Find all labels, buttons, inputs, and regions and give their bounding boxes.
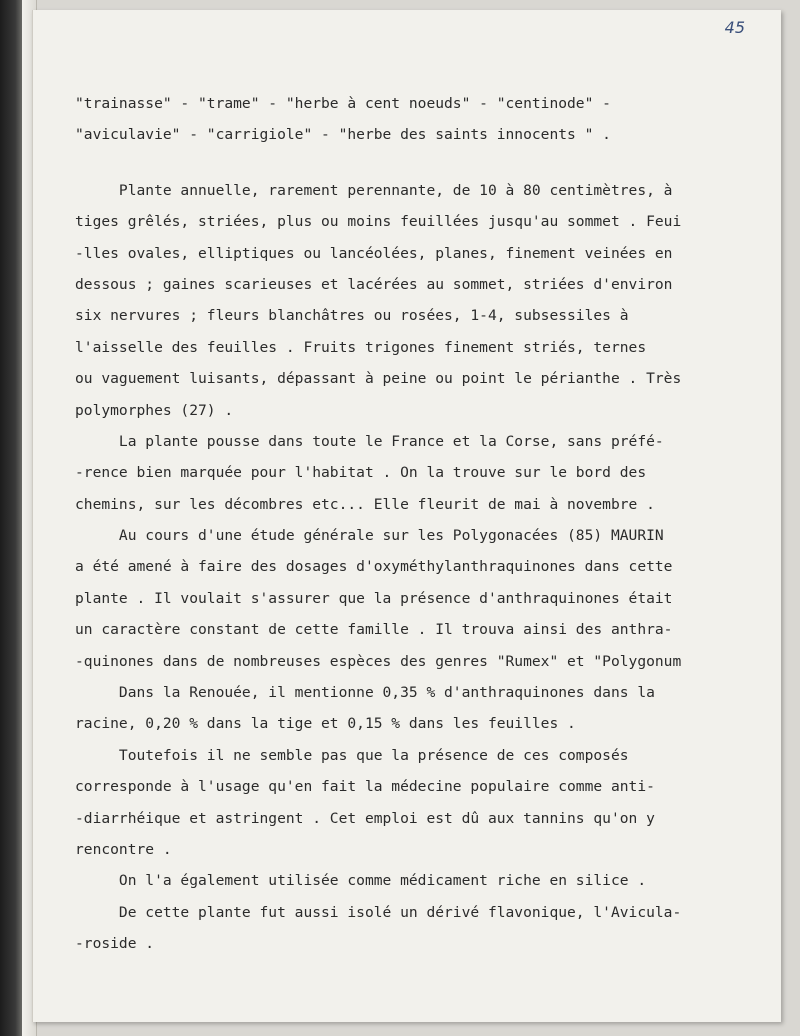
text-line: Au cours d'une étude générale sur les Polygonacées (85) MAURIN (75, 527, 664, 545)
text-line: -diarrhéique et astringent . Cet emploi est dû aux tannins qu'on y (75, 809, 655, 827)
text-line: plante . Il voulait s'assurer que la présence d'anthraquinones était (75, 589, 673, 607)
text-line: a été amené à faire des dosages d'oxyméthylanthraquinones dans cette (75, 558, 673, 576)
typed-text-body (75, 88, 745, 960)
text-line: Dans la Renouée, il mentionne 0,35 % d'anthraquinones dans la (75, 684, 655, 702)
document-page (32, 10, 781, 1022)
text-line: On l'a également utilisée comme médicament riche en silice . (75, 872, 647, 890)
text-line: corresponde à l'usage qu'en fait la médecine populaire comme anti- (75, 778, 655, 796)
text-line: De cette plante fut aussi isolé un dérivé flavonique, l'Avicula- (75, 903, 682, 921)
text-line: -rence bien marquée pour l'habitat . On la trouve sur le bord des (75, 464, 647, 482)
text-line: six nervures ; fleurs blanchâtres ou rosées, 1-4, subsessiles à (75, 307, 629, 325)
page-number: 45 (724, 18, 745, 37)
text-line: -quinones dans de nombreuses espèces des genres "Rumex" et "Polygonum (75, 652, 682, 670)
text-line: l'aisselle des feuilles . Fruits trigones finement striés, ternes (75, 338, 647, 356)
text-line: "aviculavie" - "carrigiole" - "herbe des saints innocents " . (75, 126, 611, 144)
text-line: un caractère constant de cette famille . Il trouva ainsi des anthra- (75, 621, 673, 639)
text-line: racine, 0,20 % dans la tige et 0,15 % dans les feuilles . (75, 715, 576, 733)
text-line: La plante pousse dans toute le France et la Corse, sans préfé- (75, 432, 664, 450)
text-line: -lles ovales, elliptiques ou lancéolées, planes, finement veinées en (75, 244, 673, 262)
text-line: dessous ; gaines scarieuses et lacérées au sommet, striées d'environ (75, 275, 673, 293)
text-line: chemins, sur les décombres etc... Elle fleurit de mai à novembre . (75, 495, 655, 513)
book-binding (0, 0, 22, 1036)
text-line: ou vaguement luisants, dépassant à peine ou point le périanthe . Très (75, 370, 682, 388)
text-line: polymorphes (27) . (75, 401, 234, 419)
text-line: rencontre . (75, 840, 172, 858)
text-line: tiges grêlés, striées, plus ou moins feuillées jusqu'au sommet . Feui (75, 213, 682, 231)
text-line: Plante annuelle, rarement perennante, de 10 à 80 centimètres, à (75, 181, 673, 199)
text-line: "trainasse" - "trame" - "herbe à cent noeuds" - "centinode" - (75, 95, 611, 112)
text-line: Toutefois il ne semble pas que la présence de ces composés (75, 746, 629, 764)
text-line: -roside . (75, 935, 155, 953)
paragraph-gap (75, 151, 745, 175)
